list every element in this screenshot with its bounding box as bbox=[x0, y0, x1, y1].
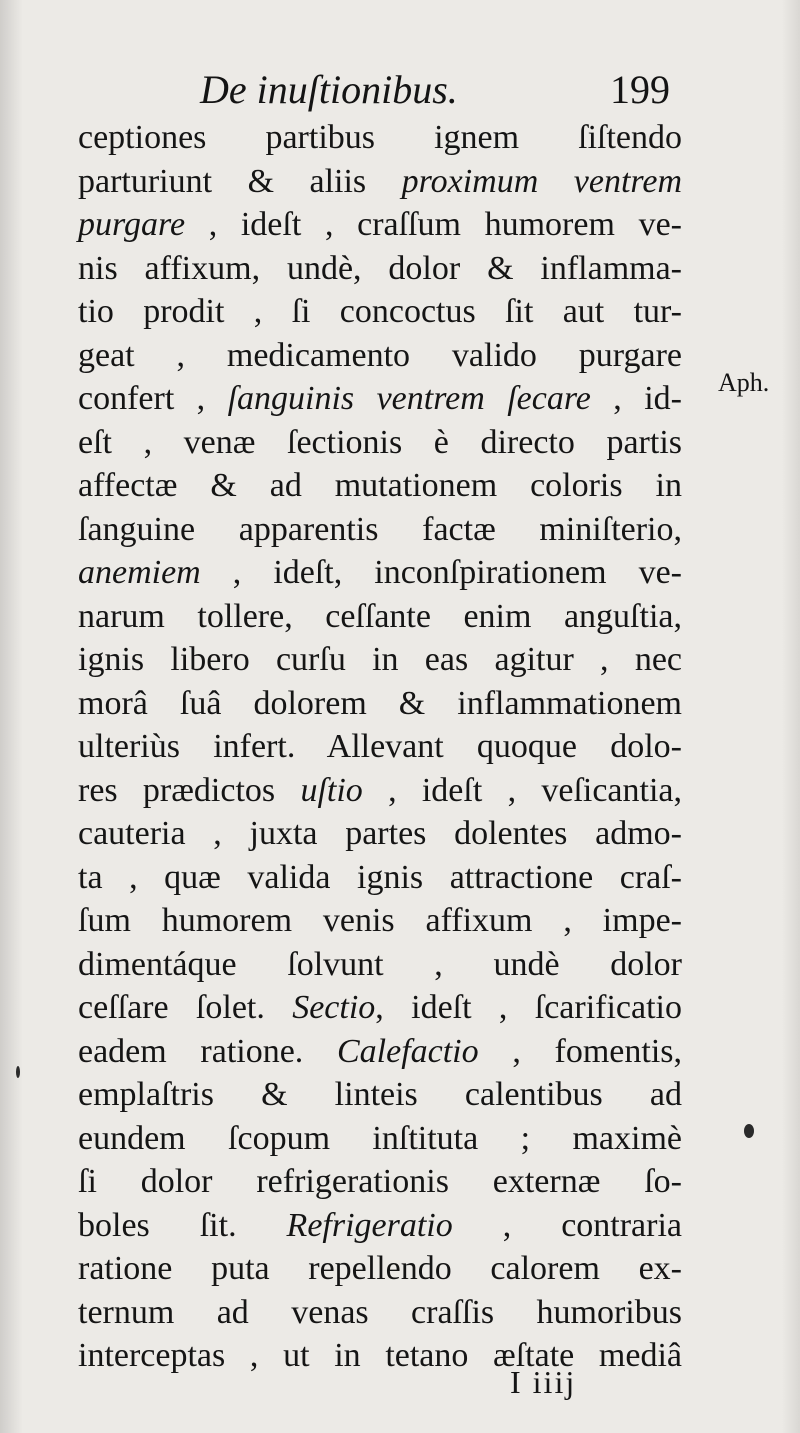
page-left-shadow bbox=[0, 0, 22, 1433]
text-run: ſanguine apparentis factæ miniſterio, bbox=[78, 510, 682, 548]
text-line bbox=[78, 551, 682, 595]
text-line bbox=[78, 247, 682, 291]
text-run: ignis libero curſu in eas agitur , nec bbox=[78, 641, 682, 678]
text-run: ceptiones partibus ignem ſiſtendo bbox=[78, 119, 682, 156]
italic-phrase: uſtio bbox=[300, 771, 363, 809]
page-right-shadow bbox=[782, 0, 800, 1433]
text-run: nis affixum, undè, dolor & inflamma- bbox=[78, 249, 682, 287]
running-title: De inuſtionibus. bbox=[200, 67, 458, 112]
text-run: ceſſare ſolet. bbox=[78, 989, 293, 1026]
text-run: , contraria bbox=[452, 1206, 682, 1244]
text-run: eadem ratione. bbox=[78, 1032, 337, 1070]
text-run: boles ſit. bbox=[78, 1206, 287, 1244]
text-run: eſt , venæ ſectionis è directo partis bbox=[78, 423, 682, 461]
signature-mark: I iiij bbox=[510, 1364, 577, 1400]
text-line bbox=[78, 812, 682, 856]
text-run: ulteriùs infert. Allevant quoque dolo- bbox=[78, 728, 682, 765]
text-line bbox=[78, 160, 682, 204]
text-line bbox=[78, 203, 682, 247]
text-run: , ideſt, inconſpirationem ve- bbox=[200, 554, 682, 591]
text-line bbox=[78, 116, 682, 160]
text-line bbox=[78, 1291, 682, 1335]
text-line bbox=[78, 464, 682, 508]
text-run: parturiunt & aliis bbox=[78, 162, 402, 200]
text-run: confert , bbox=[78, 380, 228, 417]
text-line bbox=[78, 899, 682, 943]
text-line bbox=[78, 682, 682, 726]
body-text bbox=[78, 116, 682, 1378]
text-line bbox=[78, 986, 682, 1030]
text-line bbox=[78, 638, 682, 682]
text-line bbox=[78, 1204, 682, 1248]
text-run: affectæ & ad mutationem coloris in bbox=[78, 467, 682, 504]
text-run: emplaſtris & linteis calentibus ad bbox=[78, 1076, 682, 1113]
text-line bbox=[78, 1160, 682, 1204]
text-line bbox=[78, 1247, 682, 1291]
text-line bbox=[78, 1117, 682, 1161]
text-run: res prædictos bbox=[78, 771, 301, 809]
italic-phrase: ſanguinis ventrem ſecare bbox=[227, 380, 591, 417]
italic-phrase: anemiem bbox=[78, 554, 201, 591]
text-run: ternum ad venas craſſis humoribus bbox=[78, 1293, 682, 1331]
text-run: ratione puta repellendo calorem ex- bbox=[78, 1250, 682, 1287]
text-line bbox=[78, 769, 682, 813]
text-run: narum tollere, ceſſante enim anguſtia, bbox=[78, 597, 682, 635]
text-run: tio prodit , ſi concoctus ſit aut tur- bbox=[78, 293, 682, 330]
text-line bbox=[78, 290, 682, 334]
text-run: morâ ſuâ dolorem & inflammationem bbox=[78, 684, 682, 722]
italic-phrase: Refrigeratio bbox=[286, 1206, 453, 1244]
text-line bbox=[78, 725, 682, 769]
ink-speck bbox=[16, 1066, 20, 1078]
italic-phrase: purgare bbox=[78, 206, 186, 243]
text-run: cauteria , juxta partes dolentes admo- bbox=[78, 815, 682, 852]
text-line bbox=[78, 1073, 682, 1117]
text-run: ſum humorem venis affixum , impe- bbox=[78, 902, 682, 939]
text-line bbox=[78, 1030, 682, 1074]
text-line bbox=[78, 377, 682, 421]
text-run: , id- bbox=[590, 380, 682, 417]
italic-phrase: Sectio bbox=[292, 989, 376, 1026]
ink-speck bbox=[744, 1124, 754, 1138]
text-run: , ideſt , ſcarificatio bbox=[375, 989, 682, 1026]
text-run: eundem ſcopum inſtituta ; maximè bbox=[78, 1119, 682, 1157]
margin-note: Aph. bbox=[718, 368, 770, 397]
text-run: dimentáque ſolvunt , undè dolor bbox=[78, 945, 682, 983]
text-line bbox=[78, 421, 682, 465]
page-header bbox=[200, 66, 670, 122]
text-run: , ideſt , craſſum humorem ve- bbox=[185, 206, 682, 243]
text-line bbox=[78, 508, 682, 552]
text-line bbox=[78, 595, 682, 639]
text-line bbox=[78, 856, 682, 900]
italic-phrase: Calefactio bbox=[336, 1032, 479, 1070]
italic-phrase: proximum ventrem bbox=[401, 162, 683, 200]
text-run: ſi dolor refrigerationis externæ ſo- bbox=[78, 1163, 682, 1200]
page-number: 199 bbox=[610, 67, 670, 112]
text-run: ta , quæ valida ignis attractione craſ- bbox=[78, 858, 682, 896]
text-run: geat , medicamento valido purgare bbox=[78, 336, 682, 374]
text-line bbox=[78, 1334, 682, 1378]
text-line bbox=[78, 334, 682, 378]
text-run: , ideſt , veſicantia, bbox=[362, 771, 683, 809]
text-line bbox=[78, 943, 682, 987]
text-run: interceptas , ut in tetano æſtate mediâ bbox=[78, 1337, 682, 1374]
text-run: , fomentis, bbox=[478, 1032, 682, 1070]
